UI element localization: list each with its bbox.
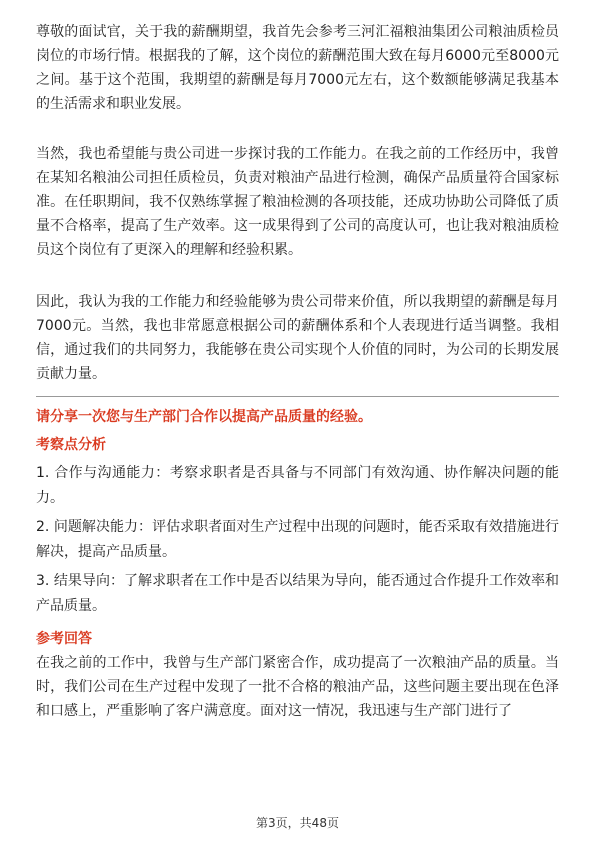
- intro-paragraph-1: 尊敬的面试官，关于我的薪酬期望，我首先会参考三河汇福粮油集团公司粮油质检员岗位的市场行情。根据我的了解，这个岗位的薪酬范围大致在每月6000元至8000元之间。基于这个范围，我期望的薪酬是每月7000元左右，这个数额能够满足我基本的生活需求和职业发展。: [36, 24, 559, 112]
- answer-text: 在我之前的工作中，我曾与生产部门紧密合作，成功提高了一次粮油产品的质量。当时，我们公司在生产过程中发现了一批不合格的粮油产品，这些问题主要出现在色泽和口感上，严重影响了客户满意度。面对这一情况，我迅速与生产部门进行了: [36, 655, 559, 719]
- paragraph-spacer: [36, 262, 559, 290]
- paragraph-spacer: [36, 116, 559, 142]
- analysis-item-1: 1. 合作与沟通能力：考察求职者是否具备与不同部门有效沟通、协作解决问题的能力。: [36, 465, 559, 506]
- analysis-title: 考察点分析: [36, 437, 106, 453]
- analysis-item-2: 2. 问题解决能力：评估求职者面对生产过程中出现的问题时，能否采取有效措施进行解决，提高产品质量。: [36, 519, 559, 560]
- answer-title: 参考回答: [36, 631, 92, 647]
- page-content: [36, 20, 559, 723]
- page-number-footer: 第3页，共48页: [256, 816, 339, 830]
- intro-paragraph-2: 当然，我也希望能与贵公司进一步探讨我的工作能力。在我之前的工作经历中，我曾在某知名粮油公司担任质检员，负责对粮油产品进行检测，确保产品质量符合国家标准。在任职期间，我不仅熟练掌握了粮油检测的各项技能，还成功协助公司降低了质量不合格率，提高了生产效率。这一成果得到了公司的高度认可，也让我对粮油质检员这个岗位有了更深入的理解和经验积累。: [36, 146, 559, 258]
- intro-paragraph-3: 因此，我认为我的工作能力和经验能够为贵公司带来价值，所以我期望的薪酬是每月7000元。当然，我也非常愿意根据公司的薪酬体系和个人表现进行适当调整。我相信，通过我们的共同努力，我能够在贵公司实现个人价值的同时，为公司的长期发展贡献力量。: [36, 294, 559, 382]
- section-divider: [36, 396, 559, 397]
- analysis-item-3: 3. 结果导向：了解求职者在工作中是否以结果为导向，能否通过合作提升工作效率和产品质量。: [36, 573, 559, 614]
- question-heading: 请分享一次您与生产部门合作以提高产品质量的经验。: [36, 409, 372, 425]
